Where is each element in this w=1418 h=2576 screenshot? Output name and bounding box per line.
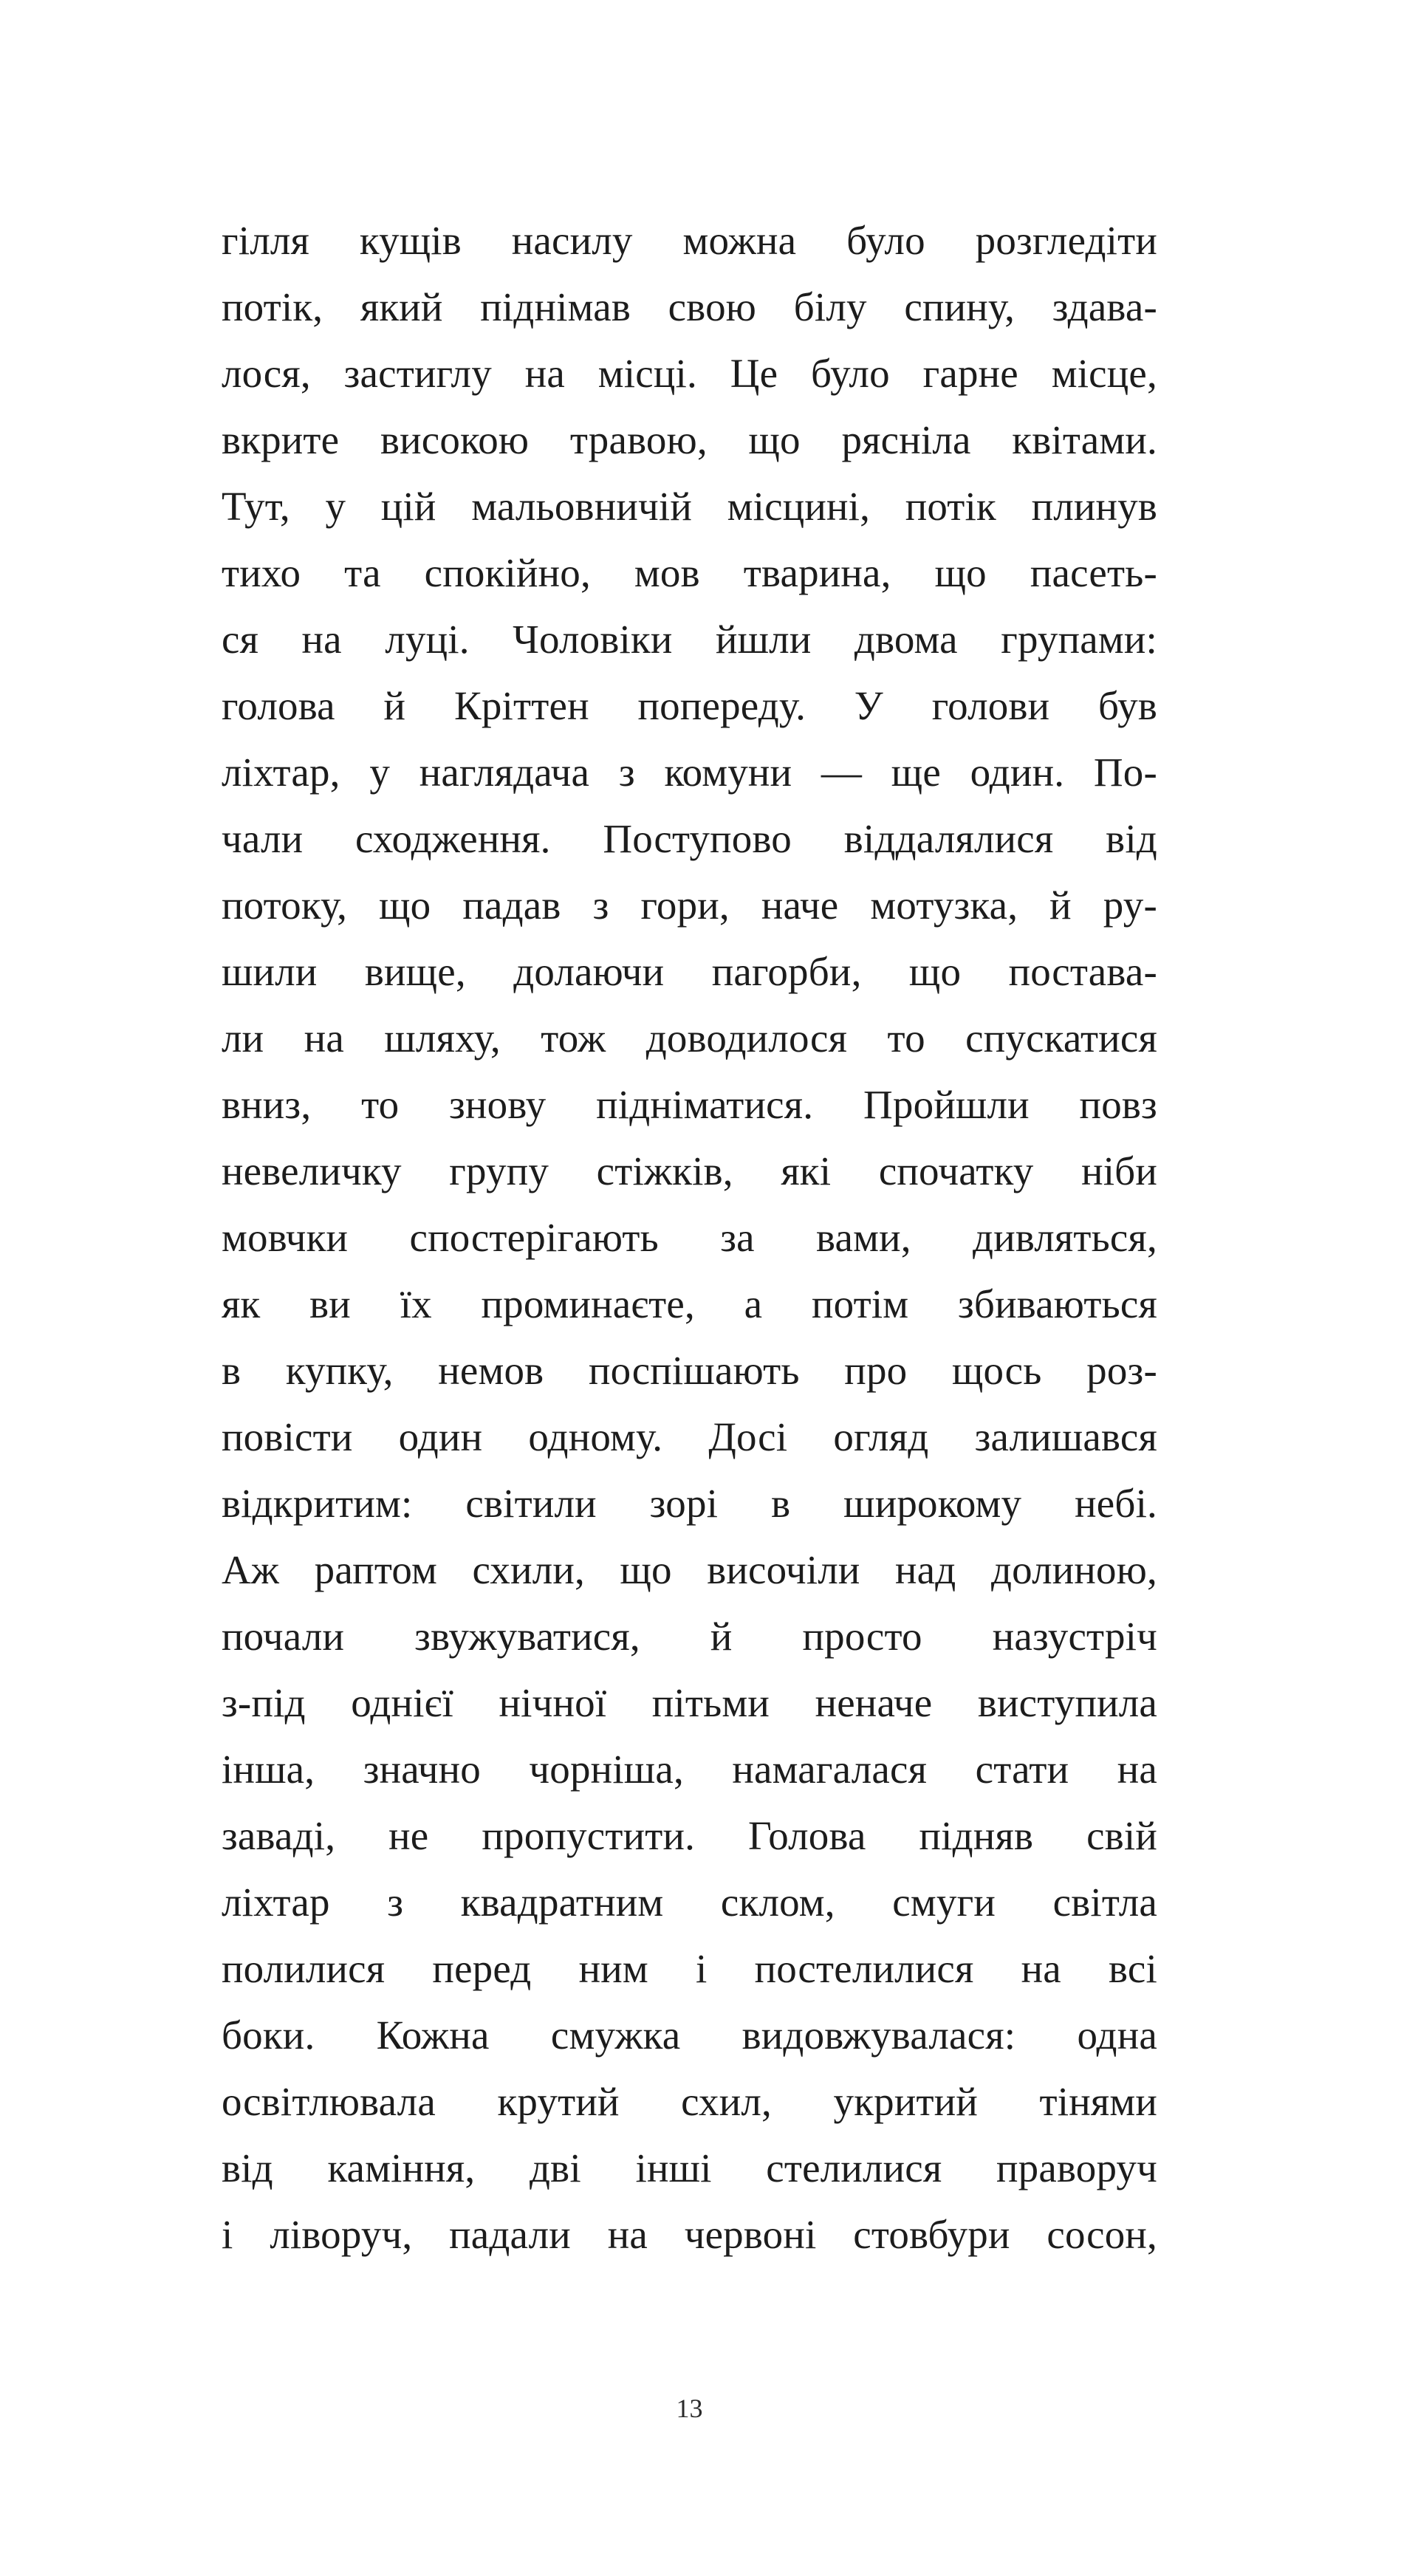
- text-line: гілля кущів насилу можна було розгледіти: [222, 218, 1157, 263]
- text-line: ли на шляху, тож доводилося то спускатися: [222, 1015, 1157, 1061]
- text-line: вкрите високою травою, що рясніла квітами.: [222, 417, 1157, 462]
- text-line: тихо та спокійно, мов тварина, що пасеть-: [222, 550, 1157, 595]
- text-line: голова й Кріттен попереду. У голови був: [222, 683, 1157, 728]
- text-line: потоку, що падав з гори, наче мотузка, й ру-: [222, 883, 1157, 928]
- text-line: шили вище, долаючи пагорби, що постава-: [222, 949, 1157, 994]
- body-text: [222, 208, 1157, 2268]
- text-line: відкритим: світили зорі в широкому небі.: [222, 1481, 1157, 1526]
- text-line: почали звужуватися, й просто назустріч: [222, 1614, 1157, 1659]
- text-line: від каміння, дві інші стелилися праворуч: [222, 2145, 1157, 2190]
- text-line: ліхтар з квадратним склом, смуги світла: [222, 1880, 1157, 1925]
- text-line: боки. Кожна смужка видовжувалася: одна: [222, 2012, 1157, 2058]
- text-line: заваді, не пропустити. Голова підняв свій: [222, 1813, 1157, 1858]
- text-line: Тут, у цій мальовничій місцині, потік плинув: [222, 484, 1157, 529]
- text-line: ся на луці. Чоловіки йшли двома групами:: [222, 617, 1157, 662]
- text-line: повісти один одному. Досі огляд залишався: [222, 1414, 1157, 1459]
- page-number: 13: [676, 2394, 703, 2423]
- text-line: в купку, немов поспішають про щось роз-: [222, 1348, 1157, 1393]
- text-line: мовчки спостерігають за вами, дивляться,: [222, 1215, 1157, 1260]
- text-line: невеличку групу стіжків, які спочатку ніби: [222, 1148, 1157, 1193]
- text-line: полилися перед ним і постелилися на всі: [222, 1946, 1157, 1991]
- text-line: чали сходження. Поступово віддалялися від: [222, 816, 1157, 861]
- text-line: лося, застиглу на місці. Це було гарне місце,: [222, 351, 1157, 396]
- text-line: вниз, то знову підніматися. Пройшли повз: [222, 1082, 1157, 1127]
- text-line: як ви їх проминаєте, а потім збиваються: [222, 1281, 1157, 1326]
- text-line: Аж раптом схили, що височіли над долиною,: [222, 1547, 1157, 1592]
- text-line: потік, який піднімав свою білу спину, здава-: [222, 284, 1157, 329]
- text-line: ліхтар, у наглядача з комуни — ще один. По-: [222, 750, 1157, 795]
- text-line: освітлювала крутий схил, укритий тінями: [222, 2079, 1157, 2124]
- text-line: з-під однієї нічної пітьми неначе виступила: [222, 1680, 1157, 1725]
- text-line: інша, значно чорніша, намагалася стати на: [222, 1747, 1157, 1792]
- text-line: і ліворуч, падали на червоні стовбури сосон,: [222, 2212, 1157, 2257]
